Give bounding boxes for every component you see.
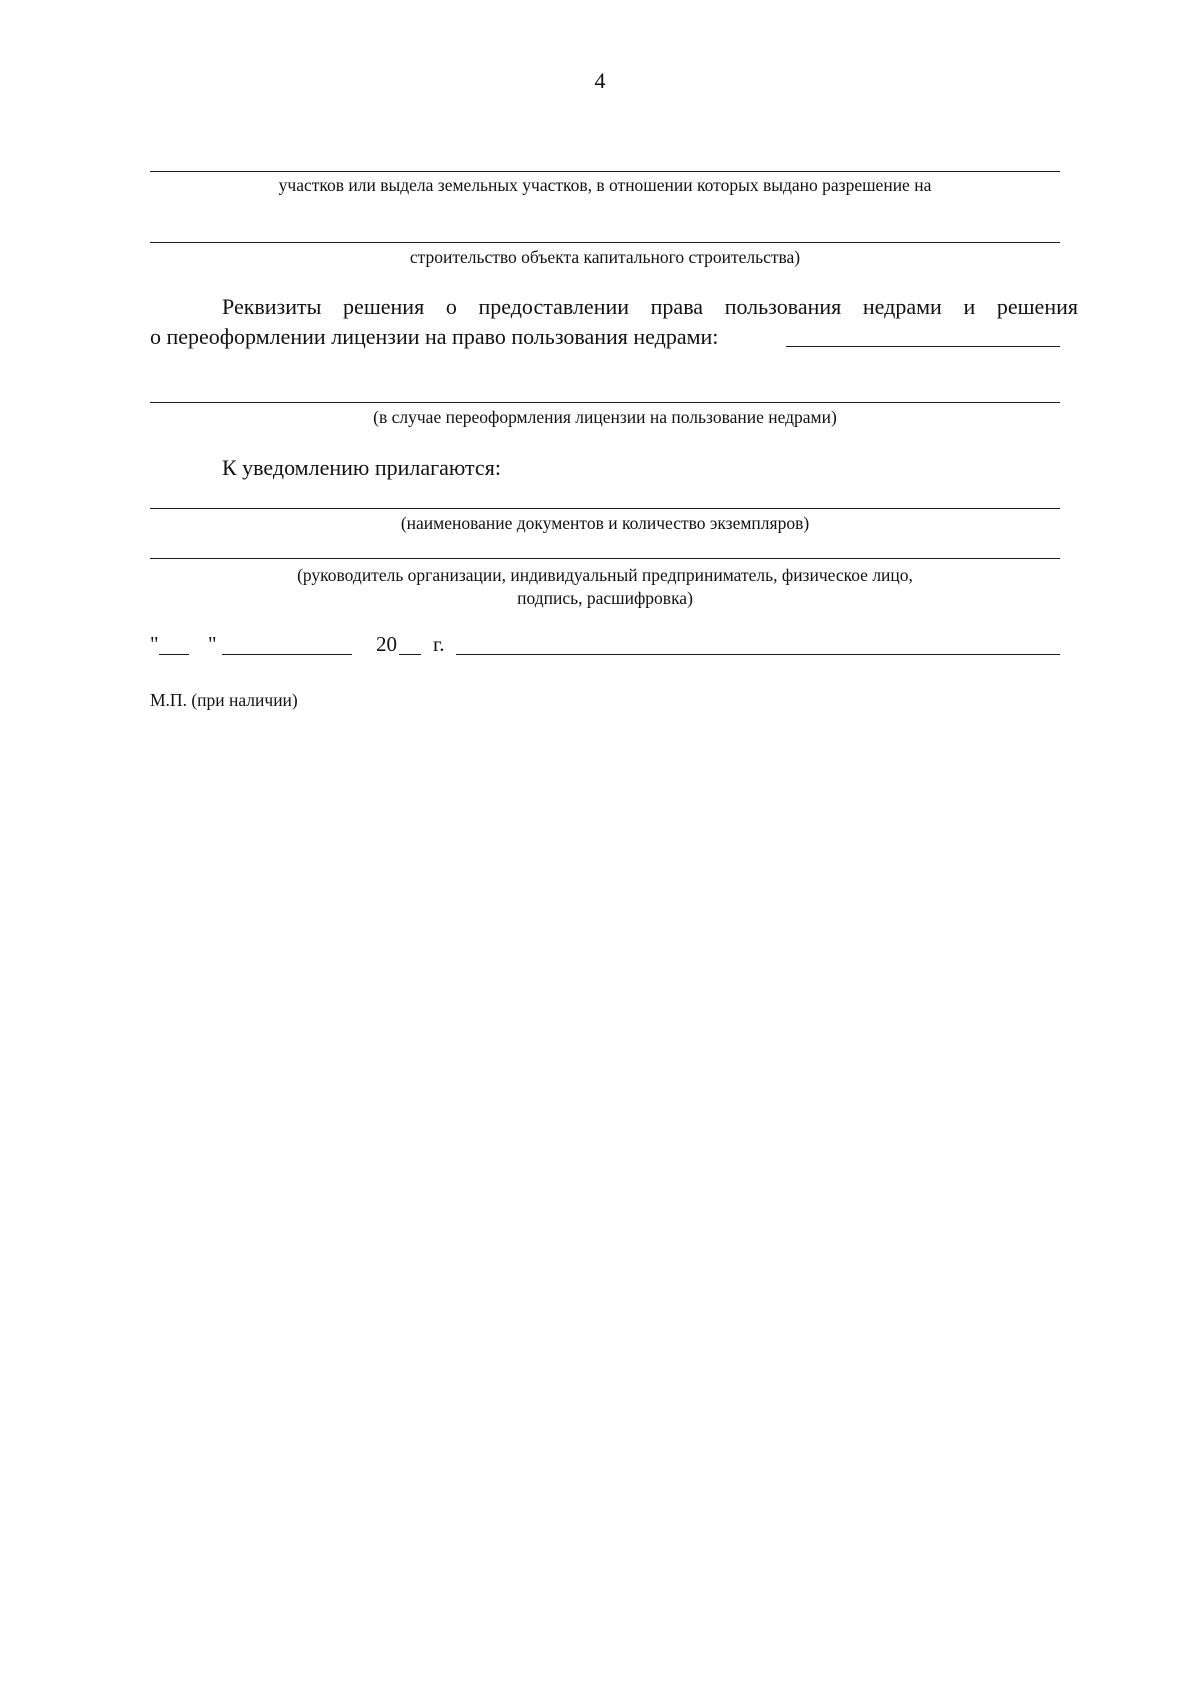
caption-signatory-line-2: подпись, расшифровка) [517, 588, 693, 608]
fill-line-documents [150, 508, 1060, 509]
requisites-paragraph [150, 292, 1078, 352]
signature-blank [456, 654, 1060, 655]
requisites-line-2: о переоформлении лицензии на право пользования недрами: [150, 324, 719, 349]
page-number: 4 [594, 68, 606, 93]
caption-license: (в случае переоформления лицензии на пользование недрами) [373, 407, 837, 427]
caption-documents: (наименование документов и количество экземпляров) [400, 513, 810, 533]
date-quote-open: " [150, 632, 159, 656]
requisites-line-1: Реквизиты решения о предоставлении права пользования недрами и решения [222, 294, 1078, 319]
fill-line-requisites-inline [786, 346, 1060, 347]
date-year-suffix: г. [433, 632, 445, 656]
fill-line-construction [150, 242, 1060, 243]
attachments-label: К уведомлению прилагаются: [222, 455, 501, 480]
stamp-note: М.П. (при наличии) [150, 690, 298, 710]
caption-plots: участков или выдела земельных участков, в отношении которых выдано разрешение на [278, 175, 932, 195]
date-quote-close: " [208, 632, 217, 656]
date-year-prefix: 20 [376, 632, 397, 656]
fill-line-license [150, 402, 1060, 403]
fill-line-plots [150, 171, 1060, 172]
date-day-blank [159, 654, 189, 655]
fill-line-signatory [150, 558, 1060, 559]
caption-signatory-line-1: (руководитель организации, индивидуальный предприниматель, физическое лицо, [297, 565, 913, 585]
date-month-blank [222, 654, 352, 655]
date-year-blank [399, 654, 421, 655]
date-row [150, 632, 1070, 660]
caption-construction: строительство объекта капитального строительства) [409, 247, 801, 267]
